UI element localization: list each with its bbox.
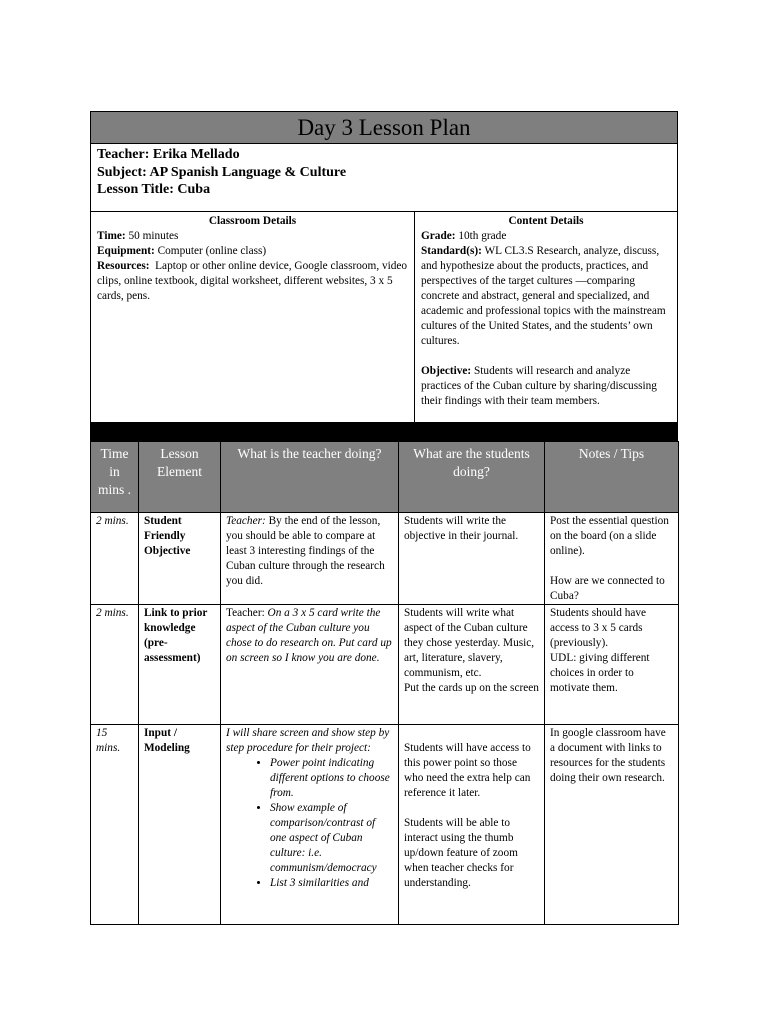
- subject-line: [97, 164, 677, 182]
- lesson-title-label: Lesson Title:: [97, 182, 174, 197]
- objective-label: Objective:: [421, 365, 472, 377]
- time-cell: 2 mins.: [91, 605, 139, 725]
- teacher-line: [97, 146, 677, 164]
- header-students: What are the students doing?: [399, 442, 545, 513]
- grade-line: [421, 229, 671, 244]
- spacer: [404, 726, 539, 741]
- time-value: 50 minutes: [128, 230, 179, 242]
- document-title: Day 3 Lesson Plan: [90, 111, 678, 144]
- notes-cell: [545, 513, 679, 605]
- students-text: Put the cards up on the screen: [404, 682, 539, 694]
- table-header-row: [91, 442, 679, 513]
- spacer: [550, 559, 673, 574]
- teacher-name: Erika Mellado: [152, 147, 240, 162]
- element-cell: Student Friendly Objective: [139, 513, 221, 605]
- students-text: Students will write what aspect of the Cuban culture they chose yesterday. Music, art, literature, slavery, communism, etc.: [404, 607, 535, 679]
- lesson-plan-document: [90, 111, 678, 925]
- lesson-plan-table: [90, 441, 679, 925]
- subject-value: AP Spanish Language & Culture: [149, 164, 347, 180]
- resources-line: [97, 259, 408, 304]
- table-row: [91, 725, 679, 925]
- content-details-heading: Content Details: [508, 215, 584, 227]
- header-time: Time in mins .: [91, 442, 139, 513]
- header-lesson-element: Lesson Element: [139, 442, 221, 513]
- list-item: • Show example of comparison/contrast of one aspect of Cuban culture: i.e. communism/democracy: [270, 801, 393, 876]
- notes-cell: [545, 605, 679, 725]
- list-item: • List 3 similarities and: [270, 876, 393, 891]
- header-notes: Notes / Tips: [545, 442, 679, 513]
- standard-line: [421, 244, 671, 349]
- teacher-text: On a 3 x 5 card write the aspect of the Cuban culture you chose to do research on. Put card up on screen so I know you are done.: [226, 607, 392, 664]
- header-teacher: What is the teacher doing?: [221, 442, 399, 513]
- students-text: Students will be able to interact using the thumb up/down feature of zoom when teacher checks for understanding.: [404, 817, 518, 889]
- resources-label: Resources:: [97, 260, 150, 272]
- equipment-label: Equipment:: [97, 245, 155, 257]
- teacher-text: I will share screen and show step by step procedure for their project:: [226, 727, 390, 754]
- spacer: [421, 349, 671, 364]
- teacher-label: Teacher:: [97, 147, 150, 162]
- lesson-title-value: Cuba: [177, 182, 211, 197]
- separator-bar: [90, 422, 678, 441]
- element-cell: Input / Modeling: [139, 725, 221, 925]
- table-row: [91, 605, 679, 725]
- teacher-cell: [221, 513, 399, 605]
- element-cell: Link to prior knowledge (pre-assessment): [139, 605, 221, 725]
- lesson-info: [90, 144, 678, 212]
- teacher-text: By the end of the lesson, you should be able to compare at least 3 interesting findings of the Cuban culture through the research you did.: [226, 515, 385, 587]
- notes-text: UDL: giving different choices in order to motivate them.: [550, 652, 650, 694]
- students-cell: Students will write the objective in their journal.: [399, 513, 545, 605]
- teacher-lead: Teacher:: [226, 607, 265, 619]
- time-line: [97, 229, 408, 244]
- table-row: [91, 513, 679, 605]
- subject-label: Subject:: [97, 164, 147, 180]
- teacher-lead: Teacher:: [226, 515, 266, 527]
- classroom-details-heading: Classroom Details: [208, 215, 297, 227]
- notes-text: How are we connected to Cuba?: [550, 575, 665, 602]
- students-text: Students will have access to this power point so those who need the extra help can reference it later.: [404, 742, 531, 799]
- resources-value: Laptop or other online device, Google classroom, video clips, online textbook, digital worksheet, different websites, 3 x 5 cards, pens.: [97, 260, 408, 302]
- students-cell: [399, 605, 545, 725]
- classroom-details: [91, 212, 415, 422]
- details-section: [90, 212, 678, 422]
- spacer: [404, 801, 539, 816]
- notes-text: Students should have access to 3 x 5 cards (previously).: [550, 607, 647, 649]
- grade-label: Grade:: [421, 230, 456, 242]
- equipment-line: [97, 244, 408, 259]
- objective-line: [421, 364, 671, 409]
- objective-value: Students will research and analyze practices of the Cuban culture by sharing/discussing their findings with their team members.: [421, 365, 657, 407]
- notes-cell: In google classroom have a document with links to resources for the students doing their own research.: [545, 725, 679, 925]
- teacher-cell: [221, 605, 399, 725]
- standard-label: Standard(s):: [421, 245, 482, 257]
- procedure-list: [226, 756, 393, 891]
- students-cell: [399, 725, 545, 925]
- time-label: Time:: [97, 230, 126, 242]
- teacher-cell: [221, 725, 399, 925]
- grade-value: 10th grade: [458, 230, 507, 242]
- standard-value: WL CL3.S Research, analyze, discuss, and hypothesize about the products, practices, and perspectives of the target cultures —comparing concrete and abstract, general and specialized, and academic and professional topics with the mainstream cultures of the United States, and the students’ own cultures.: [421, 245, 666, 347]
- lesson-title-line: [97, 181, 677, 199]
- time-cell: 2 mins.: [91, 513, 139, 605]
- notes-text: Post the essential question on the board (on a slide online).: [550, 515, 669, 557]
- content-details: [415, 212, 677, 422]
- list-item: • Power point indicating different options to choose from.: [270, 756, 393, 801]
- equipment-value: Computer (online class): [157, 245, 267, 257]
- time-cell: 15 mins.: [91, 725, 139, 925]
